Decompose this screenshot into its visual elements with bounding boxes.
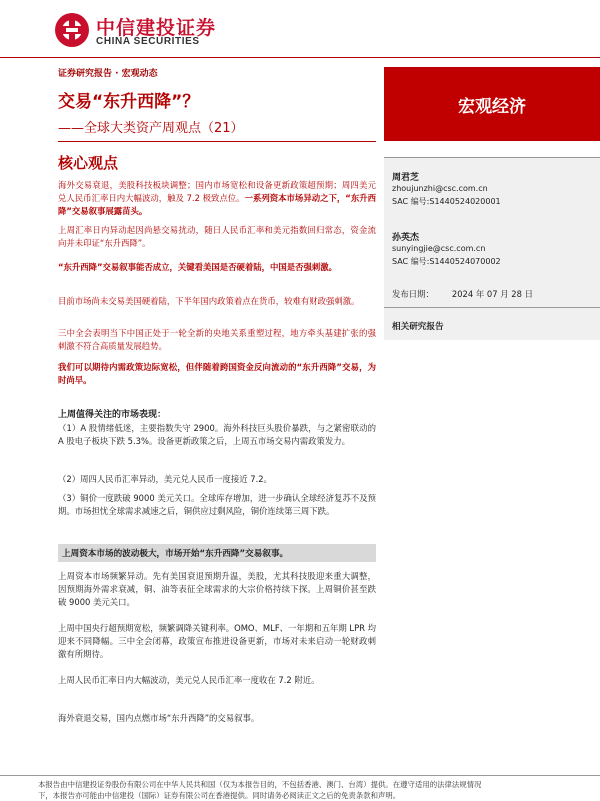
body-paragraph-3: 上周人民币汇率日内大幅波动，美元兑人民币汇率一度收在 7.2 附近。 xyxy=(58,675,320,685)
disclaimer-line-2: 下，本报告亦可能由中信建投（国际）证券有限公司在香港提供。同时请务必阅读正文之后的免责条款和声明。 xyxy=(38,791,401,800)
logo-text-cn: 中信建投证券 xyxy=(96,17,217,39)
author-1-email[interactable]: zhoujunzhi@csc.com.cn xyxy=(392,184,488,193)
author-1-sac: SAC 编号:S1440524020001 xyxy=(392,197,501,206)
core-paragraph-5: 三中全会表明当下中国正处于一轮全新的央地关系重塑过程，地方牵头基建扩张的强刺激不符合高质量发展趋势。 xyxy=(58,328,376,351)
company-logo xyxy=(54,12,234,52)
author-2-sac: SAC 编号:S1440524070002 xyxy=(392,257,501,266)
report-type-label: 证券研究报告 · 宏观动态 xyxy=(58,69,158,79)
sidebar-top-divider xyxy=(384,157,600,158)
body-paragraph-1: 上周资本市场频繁异动。先有美国衰退预期升温，美股，尤其科技股迎来重大调整，因预期海外需求衰减，铜、油等表征全球需求的大宗价格持续下探。上周铜价甚至跌破 9000 美元关口。 xyxy=(58,571,376,607)
core-paragraph-3: “东升西降”交易叙事能否成立，关键看美国是否硬着陆，中国是否强刺激。 xyxy=(58,262,338,272)
sector-banner xyxy=(384,67,600,141)
disclaimer-footer xyxy=(38,779,598,801)
title-divider xyxy=(58,141,376,142)
related-reports-heading[interactable]: 相关研究报告 xyxy=(392,322,444,332)
disclaimer-line-1: 本报告由中信建投证券股份有限公司在中华人民共和国（仅为本报告目的，不包括香港、澳门、台湾）提供。在遵守适用的法律法规情况 xyxy=(38,780,482,789)
header-divider xyxy=(0,57,600,58)
core-p1-text: 海外交易衰退，美股科技板块调整；国内市场宽松和设备更新政策超预期；周四美元兑人民币汇率日内大幅波动，触及 7.2 极致点位。 xyxy=(58,180,376,203)
core-views-heading: 核心观点 xyxy=(58,154,119,172)
body-paragraph-4: 海外衰退交易，国内点燃市场“东升西降”的交易叙事。 xyxy=(58,713,260,723)
core-paragraph-6: 我们可以期待内需政策边际宽松，但伴随着跨国资金反向流动的“东升西降”交易，为时尚早。 xyxy=(58,362,376,385)
market-item-2: （2）周四人民币汇率异动，美元兑人民币一度接近 7.2。 xyxy=(58,474,272,484)
logo-mark-icon xyxy=(54,12,90,48)
sector-label: 宏观经济 xyxy=(458,96,526,117)
logo-text-en: CHINA SECURITIES xyxy=(96,36,200,47)
core-paragraph-4: 目前市场尚未交易美国硬着陆，下半年国内政策着点在货币，较难有财政强刺激。 xyxy=(58,296,360,306)
highlight-text: 上周资本市场的波动极大，市场开始“东升西降”交易叙事。 xyxy=(62,549,289,559)
body-paragraph-2: 上周中国央行超预期宽松，频繁调降关键利率。OMO、MLF、一年期和五年期 LPR 均迎来不同降幅。三中全会闭幕，政策宣布推进设备更新，市场对未来启动一轮财政刺激有所期待。 xyxy=(58,623,376,659)
footer-divider xyxy=(0,775,600,776)
market-heading: 上周值得关注的市场表现： xyxy=(58,410,167,420)
author-2-name: 孙英杰 xyxy=(392,233,420,243)
market-item-1: （1）A 股情绪低迷，主要指数失守 2900。海外科技巨头股价暴跌，与之紧密联动的 A 股电子板块下跌 5.3%。设备更新政策之后，上周五市场交易内需政策发力。 xyxy=(58,423,376,446)
report-title: 交易“东升西降”？ xyxy=(58,92,200,112)
author-1-name: 周君芝 xyxy=(392,173,420,183)
publish-date-value: 2024 年 07 月 28 日 xyxy=(451,289,533,299)
core-p1-bold-text: 一系列资本市场异动之下，“东升西降”交易叙事展露苗头。 xyxy=(58,193,376,216)
highlight-bar xyxy=(58,544,376,562)
report-subtitle: ——全球大类资产周观点（21） xyxy=(58,121,244,136)
core-paragraph-2: 上周汇率日内异动起因尚悬交易扰动，随日人民币汇率和美元指数回归常态，资金流向并未印证“东升西降”。 xyxy=(58,225,376,248)
publish-date-label: 发布日期： xyxy=(392,289,434,299)
publish-date xyxy=(392,288,533,300)
market-item-3: （3）铜价一度跌破 9000 美元关口。全球库存增加，进一步确认全球经济复苏不及预期。市场担忧全球需求减速之后，铜供应过剩风险，铜价连续第三周下跌。 xyxy=(58,493,376,516)
core-paragraph-1 xyxy=(58,179,376,218)
author-2-email[interactable]: sunyingjie@csc.com.cn xyxy=(392,244,486,253)
sidebar-divider xyxy=(384,307,600,308)
